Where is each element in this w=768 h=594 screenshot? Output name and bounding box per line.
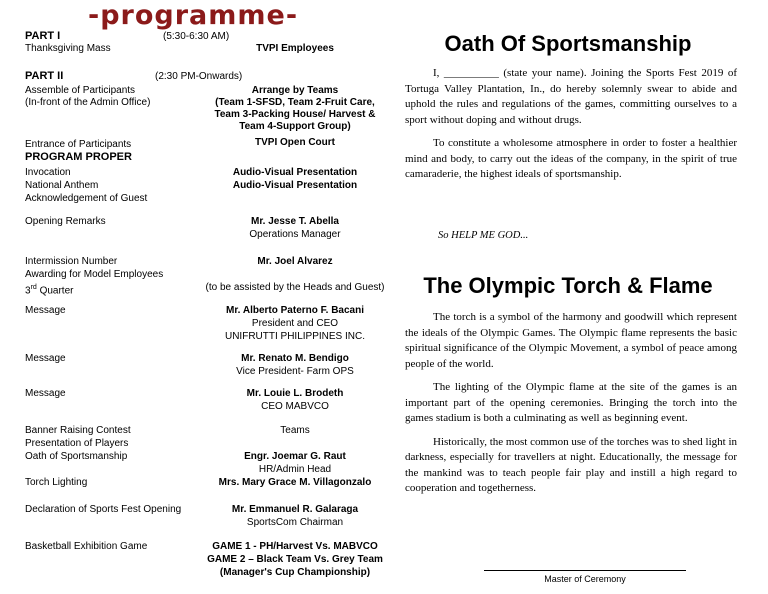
item-role: SportsCom Chairman: [246, 517, 344, 528]
torch-paragraph: The lighting of the Olympic flame at the site of the games is an important part of the opening ceremonies. Bringing the torch into the games stadium is both a culminating as well as beginning event.: [405, 381, 737, 424]
item-label: National Anthem: [25, 180, 99, 191]
torch-paragraph: Historically, the most common use of the torches was to shed light in darkness, especially for travellers at night. Educationally, the message for the mankind was to teach people fair play and instill a high regard to cooperation and togetherness.: [405, 435, 737, 494]
item-label: Message: [25, 388, 66, 399]
item-value: Audio-Visual Presentation: [232, 167, 358, 178]
item-label: Awarding for Model Employees: [25, 269, 164, 280]
item-label: Assemble of Participants: [25, 85, 136, 96]
item-value: Team 4-Support Group): [239, 121, 351, 132]
item-value: Mr. Alberto Paterno F. Bacani: [226, 305, 364, 316]
item-label: Intermission Number: [25, 256, 118, 267]
item-role: Operations Manager: [249, 229, 341, 240]
item-value: Team 3-Packing House/ Harvest &: [214, 109, 376, 120]
program-proper-header: PROGRAM PROPER: [25, 151, 132, 163]
item-label: Entrance of Participants: [25, 139, 132, 150]
signature-label: Master of Ceremony: [544, 574, 626, 584]
item-label: Acknowledgement of Guest: [25, 193, 148, 204]
part-2-time: (2:30 PM-Onwards): [155, 71, 243, 82]
item-value: Mr. Joel Alvarez: [257, 256, 333, 267]
oath-paragraph: I, __________ (state your name). Joining the Sports Fest 2019 of Tortuga Valley Plantation, In., do hereby solemnly swear to abide and uphold the rules and regulations of the games, committing ourselves to a sport without doping and without drugs.: [405, 67, 737, 126]
item-role: Vice President- Farm OPS: [236, 366, 354, 377]
item-label: Message: [25, 305, 66, 316]
item-label: Thanksgiving Mass: [25, 43, 111, 54]
item-value: Arrange by Teams: [251, 85, 339, 96]
item-label: 3rd Quarter: [25, 284, 74, 297]
item-value: GAME 1 - PH/Harvest Vs. MABVCO: [212, 541, 378, 552]
item-label: Torch Lighting: [25, 477, 88, 488]
item-label: Opening Remarks: [25, 216, 106, 227]
item-label: Oath of Sportsmanship: [25, 451, 128, 462]
item-value: Mr. Renato M. Bendigo: [241, 353, 349, 364]
item-value: GAME 2 – Black Team Vs. Grey Team: [207, 554, 383, 565]
item-value: Mr. Louie L. Brodeth: [246, 388, 344, 399]
item-label: Declaration of Sports Fest Opening: [25, 504, 182, 515]
item-label: Invocation: [25, 167, 71, 178]
torch-paragraph: The torch is a symbol of the harmony and goodwill which represent the ideals of the Olympic Games. The Olympic flame represents the basic spiritual significance of the Olympic Movement, a symbol of peace among people of the world.: [405, 311, 737, 370]
item-role: CEO MABVCO: [261, 401, 329, 412]
item-value: Mr. Emmanuel R. Galaraga: [231, 504, 359, 515]
part-2-header: PART II: [25, 70, 64, 82]
item-value: TVPI Open Court: [255, 137, 335, 148]
item-value: (Manager's Cup Championship): [219, 567, 371, 578]
item-org: UNIFRUTTI PHILIPPINES INC.: [224, 331, 365, 342]
oath-paragraph: To constitute a wholesome atmosphere in order to foster a healthier mind and body, to carry out the ideas of the company, in the spirit of true camaraderie, the highest ideals of sportsmanship.: [405, 137, 737, 180]
item-label: Message: [25, 353, 66, 364]
item-value: (Team 1-SFSD, Team 2-Fruit Care,: [215, 97, 375, 108]
item-label: (In-front of the Admin Office): [25, 97, 151, 108]
item-role: President and CEO: [251, 318, 339, 329]
item-value: Teams: [280, 425, 310, 436]
oath-closing: So HELP ME GOD...: [438, 230, 529, 241]
item-role: HR/Admin Head: [258, 464, 332, 475]
item-value: Mr. Jesse T. Abella: [250, 216, 339, 227]
signature-line: [484, 570, 686, 571]
item-value: Mrs. Mary Grace M. Villagonzalo: [218, 477, 372, 488]
item-label: Banner Raising Contest: [25, 425, 131, 436]
item-value: (to be assisted by the Heads and Guest): [205, 282, 385, 293]
part-1-header: PART I: [25, 30, 61, 42]
oath-text: [405, 66, 737, 183]
oath-title: Oath Of Sportsmanship: [444, 31, 692, 56]
item-label: Presentation of Players: [25, 438, 129, 449]
item-label: Basketball Exhibition Game: [25, 541, 148, 552]
torch-title: The Olympic Torch & Flame: [423, 273, 713, 298]
item-value: Audio-Visual Presentation: [232, 180, 358, 191]
torch-text: [405, 310, 737, 497]
programme-title: -programme-: [88, 0, 299, 31]
item-value: Engr. Joemar G. Raut: [244, 451, 346, 462]
item-value: TVPI Employees: [256, 43, 334, 54]
part-1-time: (5:30-6:30 AM): [163, 31, 230, 42]
